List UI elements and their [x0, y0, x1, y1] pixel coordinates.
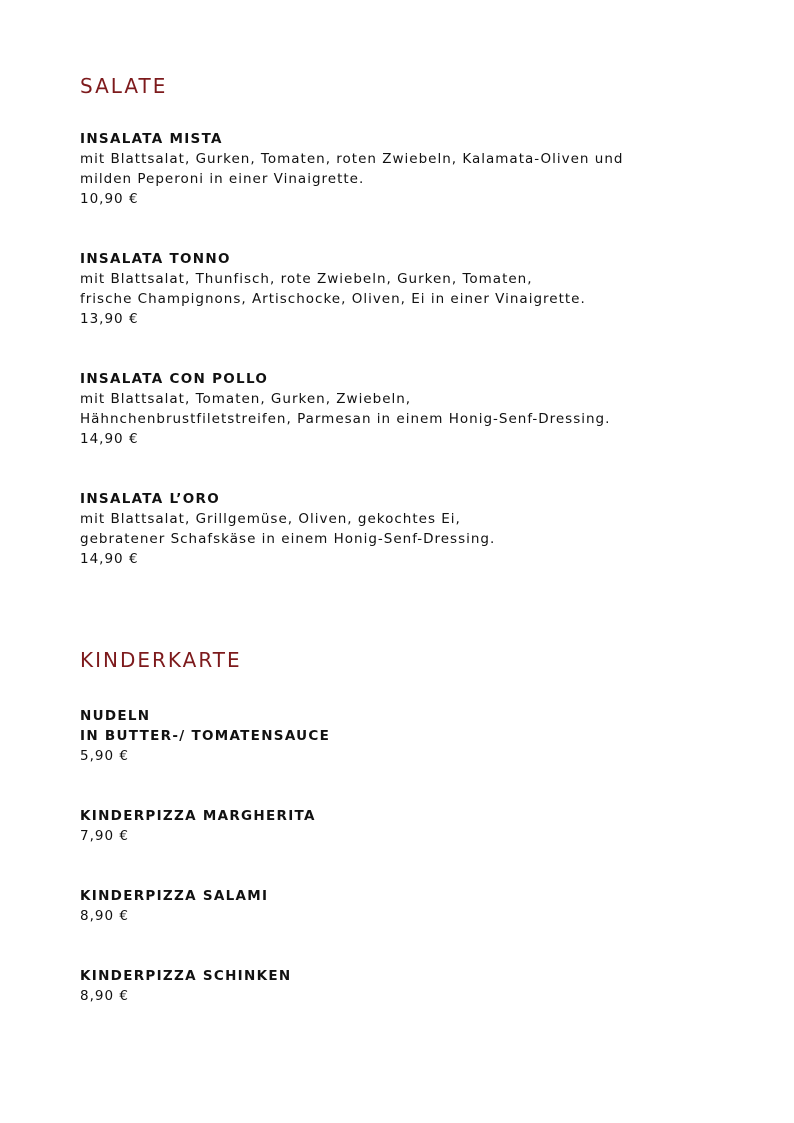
- item-name: KINDERPIZZA MARGHERITA: [80, 808, 316, 824]
- item-description-line: Hähnchenbrustfiletstreifen, Parmesan in einem Honig-Senf-Dressing.: [80, 411, 611, 427]
- section-title-kinderkarte: KINDERKARTE: [80, 648, 242, 672]
- menu-item-kinderpizza-salami: [80, 886, 268, 926]
- item-description-line: mit Blattsalat, Gurken, Tomaten, roten Zwiebeln, Kalamata-Oliven und: [80, 151, 624, 167]
- menu-item-kinderpizza-margherita: [80, 806, 316, 846]
- item-name: KINDERPIZZA SCHINKEN: [80, 968, 292, 984]
- item-description-line: gebratener Schafskäse in einem Honig-Senf-Dressing.: [80, 531, 496, 547]
- menu-item-insalata-con-pollo: [80, 369, 610, 449]
- menu-item-kinderpizza-schinken: [80, 966, 291, 1006]
- item-description-line: milden Peperoni in einer Vinaigrette.: [80, 171, 365, 187]
- item-name: INSALATA MISTA: [80, 131, 223, 147]
- item-price: 8,90 €: [80, 988, 129, 1004]
- item-name: NUDELN: [80, 708, 151, 724]
- item-description-line: mit Blattsalat, Tomaten, Gurken, Zwiebeln,: [80, 391, 412, 407]
- item-name: KINDERPIZZA SALAMI: [80, 888, 269, 904]
- menu-item-insalata-loro: [80, 489, 495, 569]
- menu-item-insalata-mista: [80, 129, 623, 209]
- item-price: 14,90 €: [80, 431, 139, 447]
- menu-item-nudeln: [80, 706, 330, 766]
- item-price: 7,90 €: [80, 828, 129, 844]
- section-kinderkarte: [80, 648, 242, 672]
- menu-item-insalata-tonno: [80, 249, 586, 329]
- item-price: 10,90 €: [80, 191, 139, 207]
- item-name: INSALATA L’ORO: [80, 491, 220, 507]
- item-price: 5,90 €: [80, 748, 129, 764]
- item-description-line: mit Blattsalat, Grillgemüse, Oliven, gekochtes Ei,: [80, 511, 461, 527]
- item-name: INSALATA TONNO: [80, 251, 231, 267]
- section-salate: [80, 74, 167, 98]
- item-price: 13,90 €: [80, 311, 139, 327]
- item-name-line-2: IN BUTTER-/ TOMATENSAUCE: [80, 728, 331, 744]
- item-price: 14,90 €: [80, 551, 139, 567]
- item-price: 8,90 €: [80, 908, 129, 924]
- item-description-line: mit Blattsalat, Thunfisch, rote Zwiebeln, Gurken, Tomaten,: [80, 271, 533, 287]
- section-title-salate: SALATE: [80, 74, 168, 98]
- item-description-line: frische Champignons, Artischocke, Oliven, Ei in einer Vinaigrette.: [80, 291, 586, 307]
- item-name: INSALATA CON POLLO: [80, 371, 269, 387]
